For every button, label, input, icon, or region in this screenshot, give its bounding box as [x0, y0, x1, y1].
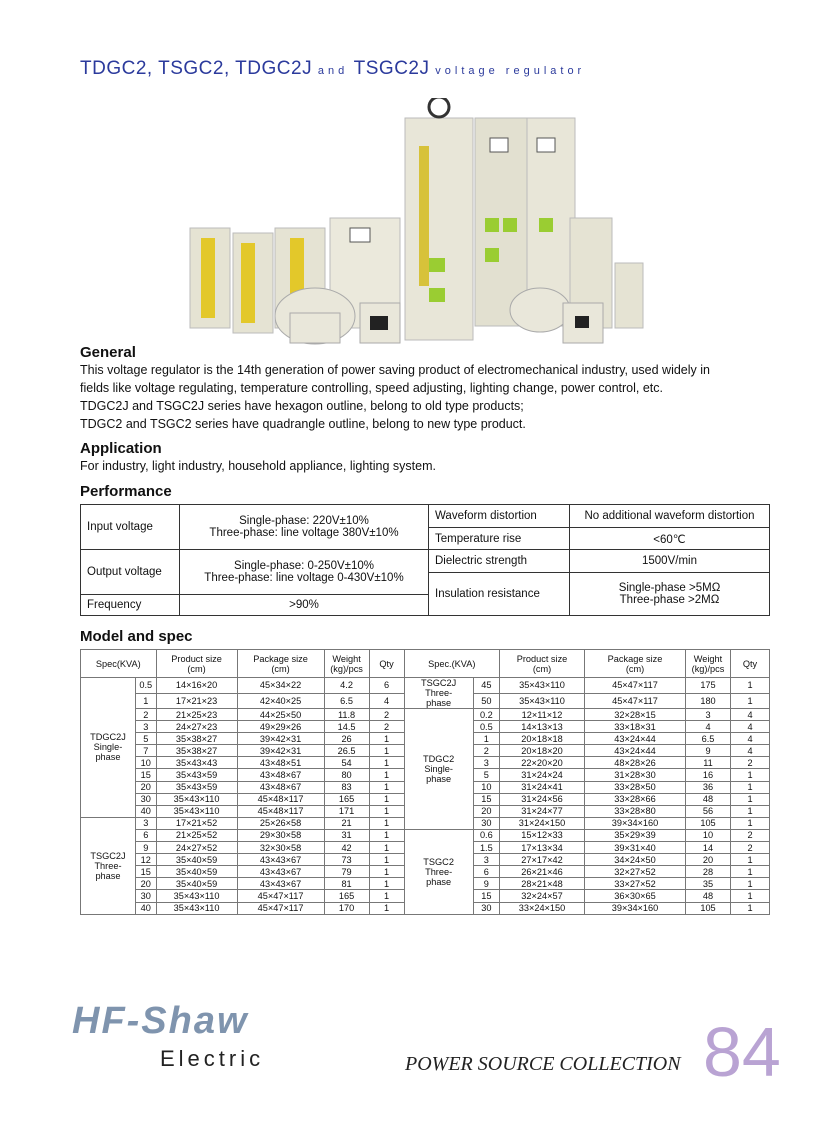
spec-cell: 1: [473, 733, 499, 745]
spec-cell: 45×47×117: [585, 693, 686, 709]
spec-cell: 83: [324, 781, 369, 793]
spec-cell: 43×48×67: [237, 781, 324, 793]
spec-cell: 45×48×117: [237, 805, 324, 817]
spec-cell: 9: [135, 842, 156, 854]
waveform-value: No additional waveform distortion: [570, 505, 770, 528]
spec-cell: 4: [731, 733, 770, 745]
spec-cell: 1: [369, 842, 404, 854]
spec-cell: 2: [731, 757, 770, 769]
spec-cell: 35×43×110: [500, 678, 585, 694]
model-group-line: phase: [426, 698, 452, 708]
spec-cell: 26×21×46: [500, 866, 585, 878]
output-v1: Single-phase: 0-250V±10%: [234, 560, 374, 573]
spec-cell: 39×42×31: [237, 733, 324, 745]
spec-cell: 22×20×20: [500, 757, 585, 769]
ins-v2: Three-phase >2MΩ: [619, 593, 720, 606]
col-weight-r-1: Weight: [693, 653, 723, 664]
input-voltage-label: Input voltage: [81, 505, 180, 550]
temperature-label: Temperature rise: [429, 528, 570, 550]
col-product-r: [500, 650, 585, 678]
spec-cell: 15×12×33: [500, 829, 585, 841]
spec-cell: 39×34×160: [585, 817, 686, 829]
spec-cell: 1: [369, 733, 404, 745]
col-weight-r: [686, 650, 731, 678]
spec-cell: 35×43×110: [156, 890, 237, 902]
col-weight-2: (kg)/pcs: [330, 663, 363, 674]
spec-cell: 3: [473, 757, 499, 769]
spec-cell: 21×25×23: [156, 709, 237, 721]
insulation-label: Insulation resistance: [429, 572, 570, 615]
col-package-2: (cm): [271, 663, 290, 674]
input-v1: Single-phase: 220V±10%: [239, 515, 369, 528]
spec-cell: 35×43×110: [156, 902, 237, 914]
spec-cell: 1: [731, 866, 770, 878]
dielectric-label: Dielectric strength: [429, 550, 570, 572]
spec-cell: 45×48×117: [237, 793, 324, 805]
spec-cell: 35×29×39: [585, 829, 686, 841]
spec-cell: 17×21×52: [156, 817, 237, 829]
spec-cell: 1: [369, 817, 404, 829]
collection-title: POWER SOURCE COLLECTION: [405, 1053, 681, 1075]
spec-cell: 25×26×58: [237, 817, 324, 829]
spec-cell: 36×30×65: [585, 890, 686, 902]
waveform-label: Waveform distortion: [429, 505, 570, 528]
spec-cell: 1: [369, 866, 404, 878]
spec-cell: 14: [686, 842, 731, 854]
title-main: TDGC2, TSGC2, TDGC2J: [80, 58, 313, 79]
spec-cell: 20×18×18: [500, 733, 585, 745]
spec-cell: 10: [686, 829, 731, 841]
spec-cell: 33×28×50: [585, 781, 686, 793]
spec-cell: 2: [731, 842, 770, 854]
spec-cell: 45×34×22: [237, 678, 324, 694]
spec-cell: 43×43×67: [237, 854, 324, 866]
spec-cell: 3: [135, 721, 156, 733]
general-line: TDGC2 and TSGC2 series have quadrangle outline, belong to new type product.: [80, 417, 526, 431]
spec-cell: 1: [369, 854, 404, 866]
col-qty: Qty: [369, 650, 404, 678]
model-group-line: Three-: [425, 688, 453, 698]
spec-cell: 35×43×110: [500, 693, 585, 709]
spec-cell: 36: [686, 781, 731, 793]
spec-cell: 3: [686, 709, 731, 721]
spec-cell: 0.6: [473, 829, 499, 841]
spec-cell: 1: [731, 693, 770, 709]
spec-cell: 43×24×44: [585, 745, 686, 757]
spec-cell: 1: [369, 890, 404, 902]
model-group-line: TDGC2: [423, 753, 455, 764]
spec-cell: 48×28×26: [585, 757, 686, 769]
spec-cell: 21×25×52: [156, 829, 237, 841]
spec-cell: 11.8: [324, 709, 369, 721]
frequency-value: >90%: [180, 594, 429, 615]
spec-cell: 30: [473, 902, 499, 914]
spec-cell: 2: [369, 721, 404, 733]
spec-cell: 3: [135, 817, 156, 829]
spec-cell: 35×40×59: [156, 854, 237, 866]
spec-cell: 54: [324, 757, 369, 769]
col-spec-r: Spec.(KVA): [404, 650, 499, 678]
spec-cell: 33×18×31: [585, 721, 686, 733]
title-and: and: [317, 65, 349, 77]
spec-cell: 9: [686, 745, 731, 757]
model-group-line: Three-: [94, 860, 122, 871]
spec-cell: 1: [731, 878, 770, 890]
spec-cell: 12×11×12: [500, 709, 585, 721]
model-group-line: TSGC2J: [421, 678, 457, 688]
spec-cell: 49×29×26: [237, 721, 324, 733]
spec-cell: 35×40×59: [156, 878, 237, 890]
spec-cell: 5: [135, 733, 156, 745]
model-group-line: phase: [426, 773, 452, 784]
output-voltage-value: [180, 550, 429, 594]
spec-cell: 2: [135, 709, 156, 721]
frequency-label: Frequency: [81, 594, 180, 615]
spec-cell: 1: [731, 890, 770, 902]
application-heading: Application: [80, 440, 162, 457]
spec-cell: 1: [731, 769, 770, 781]
spec-cell: 34×24×50: [585, 854, 686, 866]
performance-heading: Performance: [80, 483, 172, 500]
spec-cell: 31×24×41: [500, 781, 585, 793]
spec-cell: 35×43×59: [156, 769, 237, 781]
col-product-r-1: Product size: [516, 653, 568, 664]
spec-cell: 30: [135, 890, 156, 902]
spec-cell: 31: [324, 829, 369, 841]
input-voltage-value: [180, 505, 429, 550]
model-group-line: phase: [95, 870, 121, 881]
model-group-line: TSGC2J: [90, 850, 126, 861]
spec-cell: 6.5: [686, 733, 731, 745]
page-number: 84: [703, 1013, 781, 1091]
spec-cell: 1: [369, 769, 404, 781]
spec-cell: 26: [324, 733, 369, 745]
spec-cell: 1: [731, 854, 770, 866]
col-spec: Spec(KVA): [81, 650, 157, 678]
spec-cell: 45×47×117: [237, 902, 324, 914]
spec-cell: 1: [731, 678, 770, 694]
spec-cell: 48: [686, 890, 731, 902]
model-group-line: phase: [426, 876, 452, 887]
spec-cell: 81: [324, 878, 369, 890]
col-package-r: [585, 650, 686, 678]
spec-cell: 80: [324, 769, 369, 781]
model-group-line: Single-: [424, 763, 453, 774]
output-voltage-label: Output voltage: [81, 550, 180, 594]
spec-cell: 21: [324, 817, 369, 829]
spec-cell: 40: [135, 805, 156, 817]
col-product-r-2: (cm): [532, 663, 552, 674]
spec-cell: 0.2: [473, 709, 499, 721]
spec-cell: 4.2: [324, 678, 369, 694]
model-group-line: TDGC2J: [90, 732, 126, 743]
col-weight: [324, 650, 369, 678]
spec-cell: 6: [135, 829, 156, 841]
spec-cell: 175: [686, 678, 731, 694]
spec-cell: 43×43×67: [237, 878, 324, 890]
col-product-1: Product size: [171, 653, 222, 664]
spec-cell: 43×24×44: [585, 733, 686, 745]
model-heading: Model and spec: [80, 628, 193, 645]
brand-logo: HF-Shaw: [72, 1000, 249, 1042]
spec-cell: 35×40×59: [156, 866, 237, 878]
spec-cell: 14×16×20: [156, 678, 237, 694]
spec-cell: 170: [324, 902, 369, 914]
spec-cell: 35: [686, 878, 731, 890]
product-photo: [185, 98, 645, 348]
spec-cell: 1: [731, 781, 770, 793]
model-group-tdgc2j: [81, 678, 136, 818]
col-qty-r: Qty: [731, 650, 770, 678]
performance-table: [80, 504, 770, 616]
model-spec-table: [80, 649, 770, 915]
spec-cell: 35×38×27: [156, 745, 237, 757]
spec-cell: 2: [473, 745, 499, 757]
model-group-line: Three-: [425, 866, 453, 877]
spec-cell: 3: [473, 854, 499, 866]
col-product-2: (cm): [187, 663, 206, 674]
title-main2: TSGC2J: [353, 58, 430, 79]
spec-cell: 39×42×31: [237, 745, 324, 757]
spec-cell: 14×13×13: [500, 721, 585, 733]
col-product: [156, 650, 237, 678]
spec-cell: 15: [473, 793, 499, 805]
spec-cell: 165: [324, 793, 369, 805]
spec-cell: 171: [324, 805, 369, 817]
spec-cell: 35×43×110: [156, 805, 237, 817]
spec-cell: 48: [686, 793, 731, 805]
spec-cell: 4: [731, 721, 770, 733]
spec-cell: 73: [324, 854, 369, 866]
general-text: [80, 361, 780, 433]
brand-logo-sub: Electric: [160, 1046, 265, 1071]
spec-cell: 31×24×56: [500, 793, 585, 805]
spec-cell: 1: [369, 757, 404, 769]
spec-cell: 28×21×48: [500, 878, 585, 890]
application-text: For industry, light industry, household appliance, lighting system.: [80, 459, 436, 473]
spec-cell: 6: [369, 678, 404, 694]
spec-cell: 5: [473, 769, 499, 781]
model-group-line: phase: [95, 752, 121, 763]
col-weight-1: Weight: [332, 653, 361, 664]
spec-cell: 29×30×58: [237, 829, 324, 841]
spec-cell: 1: [731, 902, 770, 914]
spec-cell: 1: [369, 793, 404, 805]
spec-cell: 24×27×52: [156, 842, 237, 854]
col-weight-r-2: (kg)/pcs: [691, 663, 725, 674]
spec-cell: 10: [135, 757, 156, 769]
spec-cell: 1: [369, 745, 404, 757]
spec-cell: 45×47×117: [585, 678, 686, 694]
spec-cell: 105: [686, 902, 731, 914]
spec-cell: 39×31×40: [585, 842, 686, 854]
spec-cell: 30: [473, 817, 499, 829]
spec-cell: 40: [135, 902, 156, 914]
spec-cell: 43×48×51: [237, 757, 324, 769]
model-group-tsgc2j_l: [81, 817, 136, 914]
spec-cell: 26.5: [324, 745, 369, 757]
spec-cell: 24×27×23: [156, 721, 237, 733]
spec-cell: 35×43×110: [156, 793, 237, 805]
spec-cell: 1: [369, 902, 404, 914]
spec-cell: 16: [686, 769, 731, 781]
spec-cell: 15: [473, 890, 499, 902]
spec-cell: 31×24×77: [500, 805, 585, 817]
spec-cell: 33×27×52: [585, 878, 686, 890]
spec-cell: 2: [369, 709, 404, 721]
spec-cell: 1: [369, 829, 404, 841]
spec-cell: 7: [135, 745, 156, 757]
spec-cell: 10: [473, 781, 499, 793]
spec-cell: 43×43×67: [237, 866, 324, 878]
spec-cell: 42×40×25: [237, 693, 324, 709]
spec-cell: 14.5: [324, 721, 369, 733]
table-row: [81, 709, 770, 721]
model-group-line: Single-: [93, 742, 123, 753]
spec-cell: 45×47×117: [237, 890, 324, 902]
spec-cell: 27×17×42: [500, 854, 585, 866]
spec-cell: 1: [369, 878, 404, 890]
spec-cell: 32×28×15: [585, 709, 686, 721]
spec-cell: 31×28×30: [585, 769, 686, 781]
spec-body: [81, 678, 770, 915]
spec-cell: 15: [135, 769, 156, 781]
spec-cell: 79: [324, 866, 369, 878]
spec-cell: 165: [324, 890, 369, 902]
temperature-value: <60℃: [570, 528, 770, 550]
spec-cell: 45: [473, 678, 499, 694]
spec-cell: 4: [731, 745, 770, 757]
table-row: [81, 678, 770, 694]
spec-cell: 20: [473, 805, 499, 817]
col-package-r-2: (cm): [625, 663, 645, 674]
input-v2: Three-phase: line voltage 380V±10%: [209, 527, 399, 540]
spec-cell: 15: [135, 866, 156, 878]
spec-cell: 31×24×24: [500, 769, 585, 781]
spec-cell: 43×48×67: [237, 769, 324, 781]
spec-cell: 33×24×150: [500, 902, 585, 914]
general-line: This voltage regulator is the 14th generation of power saving product of electromechanical industry, used widely in: [80, 363, 710, 377]
spec-cell: 9: [473, 878, 499, 890]
title-tail: voltage regulator: [435, 65, 586, 77]
general-heading: General: [80, 344, 136, 361]
spec-cell: 32×30×58: [237, 842, 324, 854]
spec-cell: 20×18×20: [500, 745, 585, 757]
spec-cell: 17×13×34: [500, 842, 585, 854]
spec-cell: 2: [731, 829, 770, 841]
ins-v1: Single-phase >5MΩ: [618, 581, 721, 594]
spec-cell: 44×25×50: [237, 709, 324, 721]
spec-cell: 33×28×66: [585, 793, 686, 805]
general-line: fields like voltage regulating, temperature controlling, speed adjusting, lighting change, power control, etc.: [80, 381, 663, 395]
spec-cell: 35×43×43: [156, 757, 237, 769]
spec-cell: 28: [686, 866, 731, 878]
spec-cell: 105: [686, 817, 731, 829]
spec-cell: 1.5: [473, 842, 499, 854]
col-package: [237, 650, 324, 678]
spec-cell: 42: [324, 842, 369, 854]
spec-cell: 20: [686, 854, 731, 866]
spec-cell: 1: [731, 793, 770, 805]
dielectric-value: 1500V/min: [570, 550, 770, 572]
spec-cell: 6.5: [324, 693, 369, 709]
spec-cell: 30: [135, 793, 156, 805]
spec-cell: 32×27×52: [585, 866, 686, 878]
spec-cell: 31×24×150: [500, 817, 585, 829]
spec-cell: 1: [135, 693, 156, 709]
spec-cell: 0.5: [135, 678, 156, 694]
page-title: [80, 58, 585, 80]
col-package-1: Package size: [253, 653, 308, 664]
spec-cell: 35×43×59: [156, 781, 237, 793]
model-group-tdgc2: [404, 709, 473, 830]
insulation-value: [570, 572, 770, 615]
spec-cell: 1: [731, 817, 770, 829]
general-line: TDGC2J and TSGC2J series have hexagon outline, belong to old type products;: [80, 399, 524, 413]
spec-cell: 0.5: [473, 721, 499, 733]
spec-cell: 4: [369, 693, 404, 709]
spec-cell: 32×24×57: [500, 890, 585, 902]
spec-cell: 4: [686, 721, 731, 733]
spec-cell: 180: [686, 693, 731, 709]
spec-cell: 4: [731, 709, 770, 721]
model-group-tsgc2: [404, 829, 473, 914]
spec-cell: 20: [135, 878, 156, 890]
spec-cell: 56: [686, 805, 731, 817]
spec-cell: 20: [135, 781, 156, 793]
spec-cell: 39×34×160: [585, 902, 686, 914]
col-package-r-1: Package size: [607, 653, 663, 664]
spec-cell: 33×28×80: [585, 805, 686, 817]
spec-cell: 50: [473, 693, 499, 709]
spec-cell: 1: [731, 805, 770, 817]
model-group-line: TSGC2: [423, 856, 454, 867]
output-v2: Three-phase: line voltage 0-430V±10%: [204, 572, 404, 585]
table-row: [81, 829, 770, 841]
spec-cell: 1: [369, 805, 404, 817]
spec-cell: 17×21×23: [156, 693, 237, 709]
spec-cell: 6: [473, 866, 499, 878]
spec-cell: 12: [135, 854, 156, 866]
spec-cell: 35×38×27: [156, 733, 237, 745]
spec-cell: 1: [369, 781, 404, 793]
spec-cell: 11: [686, 757, 731, 769]
model-group-tsgc2j_r: [404, 678, 473, 709]
